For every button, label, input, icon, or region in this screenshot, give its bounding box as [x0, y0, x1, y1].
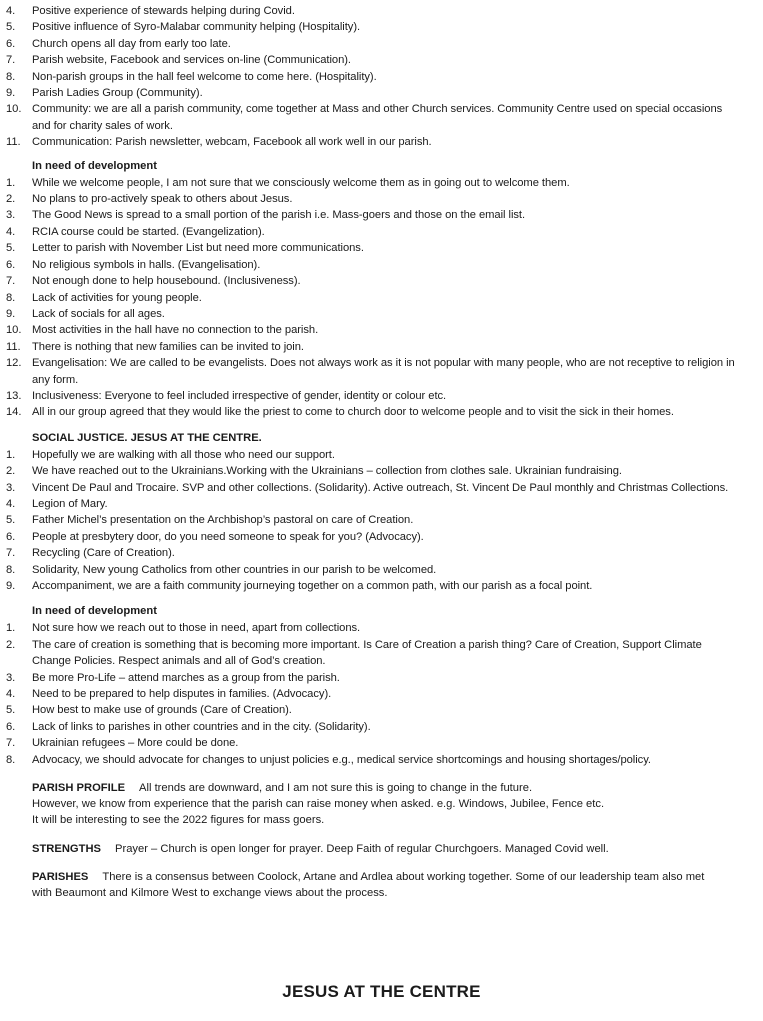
social-justice-list: [0, 447, 740, 595]
list-item-text: Father Michel’s presentation on the Archbishop’s pastoral on care of Creation.: [32, 514, 414, 527]
list-item-number: 6.: [6, 37, 16, 50]
list-item: [0, 637, 740, 670]
dev1-heading: In need of development: [32, 159, 157, 172]
list-item-number: 4.: [6, 497, 16, 510]
list-item-number: 13.: [6, 389, 22, 402]
list-item: [0, 36, 740, 52]
list-item-number: 2.: [6, 193, 16, 206]
parish-profile-label: PARISH PROFILE: [32, 782, 126, 795]
list-item-number: 6.: [6, 720, 16, 733]
list-item-text: Positive experience of stewards helping during Covid.: [32, 5, 295, 17]
list-item-text: Most activities in the hall have no connection to the parish.: [32, 324, 319, 337]
list-item-number: 3.: [6, 671, 16, 684]
list-item-text: Not enough done to help housebound. (Inclusiveness).: [32, 275, 301, 288]
list-item-number: 3.: [6, 481, 16, 494]
list-item: [0, 306, 740, 322]
parish-profile-section: [0, 780, 726, 829]
list-item-text: Inclusiveness: Everyone to feel included irrespective of gender, identity or colour etc.: [32, 389, 447, 402]
list-item-number: 5.: [6, 21, 16, 34]
list-item-number: 2.: [6, 638, 16, 651]
list-item-text: We have reached out to the Ukrainians.Working with the Ukrainians – collection from clothes sale. Ukrainian fundraising.: [32, 465, 622, 478]
list-item-text: Solidarity, New young Catholics from other countries in our parish to be welcomed.: [32, 563, 437, 576]
development-list-1: [0, 175, 740, 421]
list-item-number: 12.: [6, 357, 22, 370]
list-item-number: 11.: [6, 136, 21, 149]
list-item-text: Hopefully we are walking with all those who need our support.: [32, 448, 335, 461]
list-item: [0, 257, 740, 273]
list-item-number: 1.: [6, 176, 16, 189]
list-item: [0, 496, 740, 512]
list-item: [0, 191, 740, 207]
list-item-text: Parish Ladies Group (Community).: [32, 87, 203, 100]
list-item-number: 8.: [6, 753, 16, 766]
list-item: [0, 562, 740, 578]
list-item-text: Accompaniment, we are a faith community journeying together on a common path, with our parish as a focal point.: [32, 580, 593, 592]
list-item-number: 2.: [6, 465, 16, 478]
list-item-number: 4.: [6, 5, 16, 17]
list-item-text: While we welcome people, I am not sure that we consciously welcome them as in going out to welcome them.: [32, 176, 570, 189]
strengths-text: Prayer – Church is open longer for prayer. Deep Faith of regular Churchgoers. Managed Covid well.: [115, 842, 609, 855]
strengths-list: [0, 3, 740, 151]
list-item-number: 7.: [6, 275, 16, 288]
list-item-number: 14.: [6, 406, 22, 419]
list-item-text: Non-parish groups in the hall feel welcome to come here. (Hospitality).: [32, 70, 377, 83]
list-item: [0, 670, 740, 686]
list-item: [0, 686, 740, 702]
list-item-text: Not sure how we reach out to those in need, apart from collections.: [32, 622, 361, 635]
list-item-text: People at presbytery door, do you need someone to speak for you? (Advocacy).: [32, 530, 424, 543]
list-item: [0, 224, 740, 240]
list-item: [0, 273, 740, 289]
list-item-text: Lack of socials for all ages.: [32, 307, 165, 320]
list-item-text: Communication: Parish newsletter, webcam, Facebook all work well in our parish.: [32, 136, 432, 149]
list-item-number: 9.: [6, 87, 16, 100]
list-item-text: No plans to pro-actively speak to others about Jesus.: [32, 193, 293, 206]
list-item-number: 7.: [6, 547, 16, 560]
list-item: [0, 290, 740, 306]
list-item-text: Lack of activities for young people.: [32, 291, 202, 304]
parishes-section: [0, 869, 726, 901]
list-item-text: Ukrainian refugees – More could be done.: [32, 737, 239, 750]
list-item-number: 10.: [6, 324, 22, 337]
list-item: [0, 404, 740, 420]
list-item: [0, 752, 740, 768]
list-item: [0, 207, 740, 223]
list-item-number: 8.: [6, 70, 16, 83]
list-item-text: All in our group agreed that they would like the priest to come to church door to welcome people and to visit the sick in their homes.: [32, 406, 674, 419]
list-item-text: Advocacy, we should advocate for changes to unjust policies e.g., medical service shortcomings and housing shortages/policy.: [32, 753, 651, 766]
list-item: [0, 101, 740, 134]
list-item: [0, 175, 740, 191]
development-list-2: [0, 620, 740, 768]
social-justice-heading: SOCIAL JUSTICE. JESUS AT THE CENTRE.: [32, 431, 262, 444]
parish-profile-line3: It will be interesting to see the 2022 figures for mass goers.: [32, 814, 325, 827]
list-item: [0, 545, 740, 561]
list-item-number: 11.: [6, 340, 21, 353]
strengths-label: STRENGTHS: [32, 842, 101, 855]
list-item-text: RCIA course could be started. (Evangelization).: [32, 225, 265, 238]
list-item: [0, 52, 740, 68]
list-item-number: 5.: [6, 514, 16, 527]
list-item-text: Community: we are all a parish community, come together at Mass and other Church services. Community Centre used on special occasions and for charity sales of work.: [32, 103, 723, 132]
list-item-number: 4.: [6, 225, 16, 238]
list-item: [0, 69, 740, 85]
list-item-text: Lack of links to parishes in other countries and in the city. (Solidarity).: [32, 720, 371, 733]
list-item-number: 9.: [6, 580, 16, 592]
list-item-text: No religious symbols in halls. (Evangelisation).: [32, 258, 261, 271]
parishes-label: PARISHES: [32, 870, 89, 883]
parish-profile-line1: All trends are downward, and I am not sure this is going to change in the future.: [139, 782, 533, 795]
list-item: [0, 578, 740, 594]
list-item: [0, 719, 740, 735]
list-item: [0, 529, 740, 545]
list-item-number: 10.: [6, 103, 22, 116]
list-item-text: Evangelisation: We are called to be evangelists. Does not always work as it is not popular with many people, who are not receptive to religion in any form.: [32, 357, 735, 386]
list-item-number: 8.: [6, 291, 16, 304]
list-item-text: Be more Pro-Life – attend marches as a group from the parish.: [32, 671, 340, 684]
list-item: [0, 240, 740, 256]
list-item-number: 3.: [6, 209, 16, 222]
list-item: [0, 19, 740, 35]
list-item-text: Parish website, Facebook and services on-line (Communication).: [32, 54, 351, 67]
list-item: [0, 620, 740, 636]
list-item: [0, 388, 740, 404]
list-item: [0, 85, 740, 101]
list-item: [0, 339, 740, 355]
parishes-text: There is a consensus between Coolock, Artane and Ardlea about working together. Some of our leadership team also met with Beaumont and Kilmore West to exchange views about the process.: [32, 870, 705, 900]
list-item-number: 7.: [6, 54, 16, 67]
strengths-section: [0, 841, 726, 857]
list-item: [0, 3, 740, 19]
document-body: [0, 3, 740, 901]
list-item-number: 8.: [6, 563, 16, 576]
list-item-number: 4.: [6, 688, 16, 701]
list-item-number: 6.: [6, 258, 16, 271]
list-item-text: Recycling (Care of Creation).: [32, 547, 175, 560]
list-item: [0, 447, 740, 463]
list-item: [0, 322, 740, 338]
list-item: [0, 463, 740, 479]
list-item-number: 5.: [6, 242, 16, 255]
list-item-text: How best to make use of grounds (Care of Creation).: [32, 704, 292, 717]
list-item: [0, 735, 740, 751]
list-item-number: 9.: [6, 307, 16, 320]
list-item: [0, 480, 740, 496]
list-item-number: 1.: [6, 622, 16, 635]
list-item-text: Church opens all day from early too late.: [32, 37, 231, 50]
list-item-text: Need to be prepared to help disputes in families. (Advocacy).: [32, 688, 332, 701]
list-item-text: Positive influence of Syro-Malabar community helping (Hospitality).: [32, 21, 361, 34]
list-item-number: 7.: [6, 737, 16, 750]
list-item-text: Vincent De Paul and Trocaire. SVP and other collections. (Solidarity). Active outreach, St. Vincent De Paul monthly and Christmas Collections.: [32, 481, 729, 494]
list-item: [0, 512, 740, 528]
parish-profile-line2: However, we know from experience that the parish can raise money when asked. e.g. Windows, Jubilee, Fence etc.: [32, 798, 605, 811]
list-item-text: Letter to parish with November List but need more communications.: [32, 242, 364, 255]
list-item-number: 1.: [6, 448, 16, 461]
list-item: [0, 355, 740, 388]
list-item: [0, 702, 740, 718]
list-item-text: Legion of Mary.: [32, 497, 108, 510]
list-item-number: 5.: [6, 704, 16, 717]
list-item-text: The care of creation is something that is becoming more important. Is Care of Creation a parish thing? Care of Creation, Support Climate Change Policies. Respect animals and all of God’s creation.: [32, 638, 702, 668]
list-item-text: There is nothing that new families can be invited to join.: [32, 340, 304, 353]
list-item-number: 6.: [6, 530, 16, 543]
list-item-text: The Good News is spread to a small portion of the parish i.e. Mass-goers and those on the email list.: [32, 209, 526, 222]
dev2-heading: In need of development: [32, 605, 157, 618]
footer-title: JESUS AT THE CENTRE: [282, 982, 481, 1001]
list-item: [0, 134, 740, 150]
